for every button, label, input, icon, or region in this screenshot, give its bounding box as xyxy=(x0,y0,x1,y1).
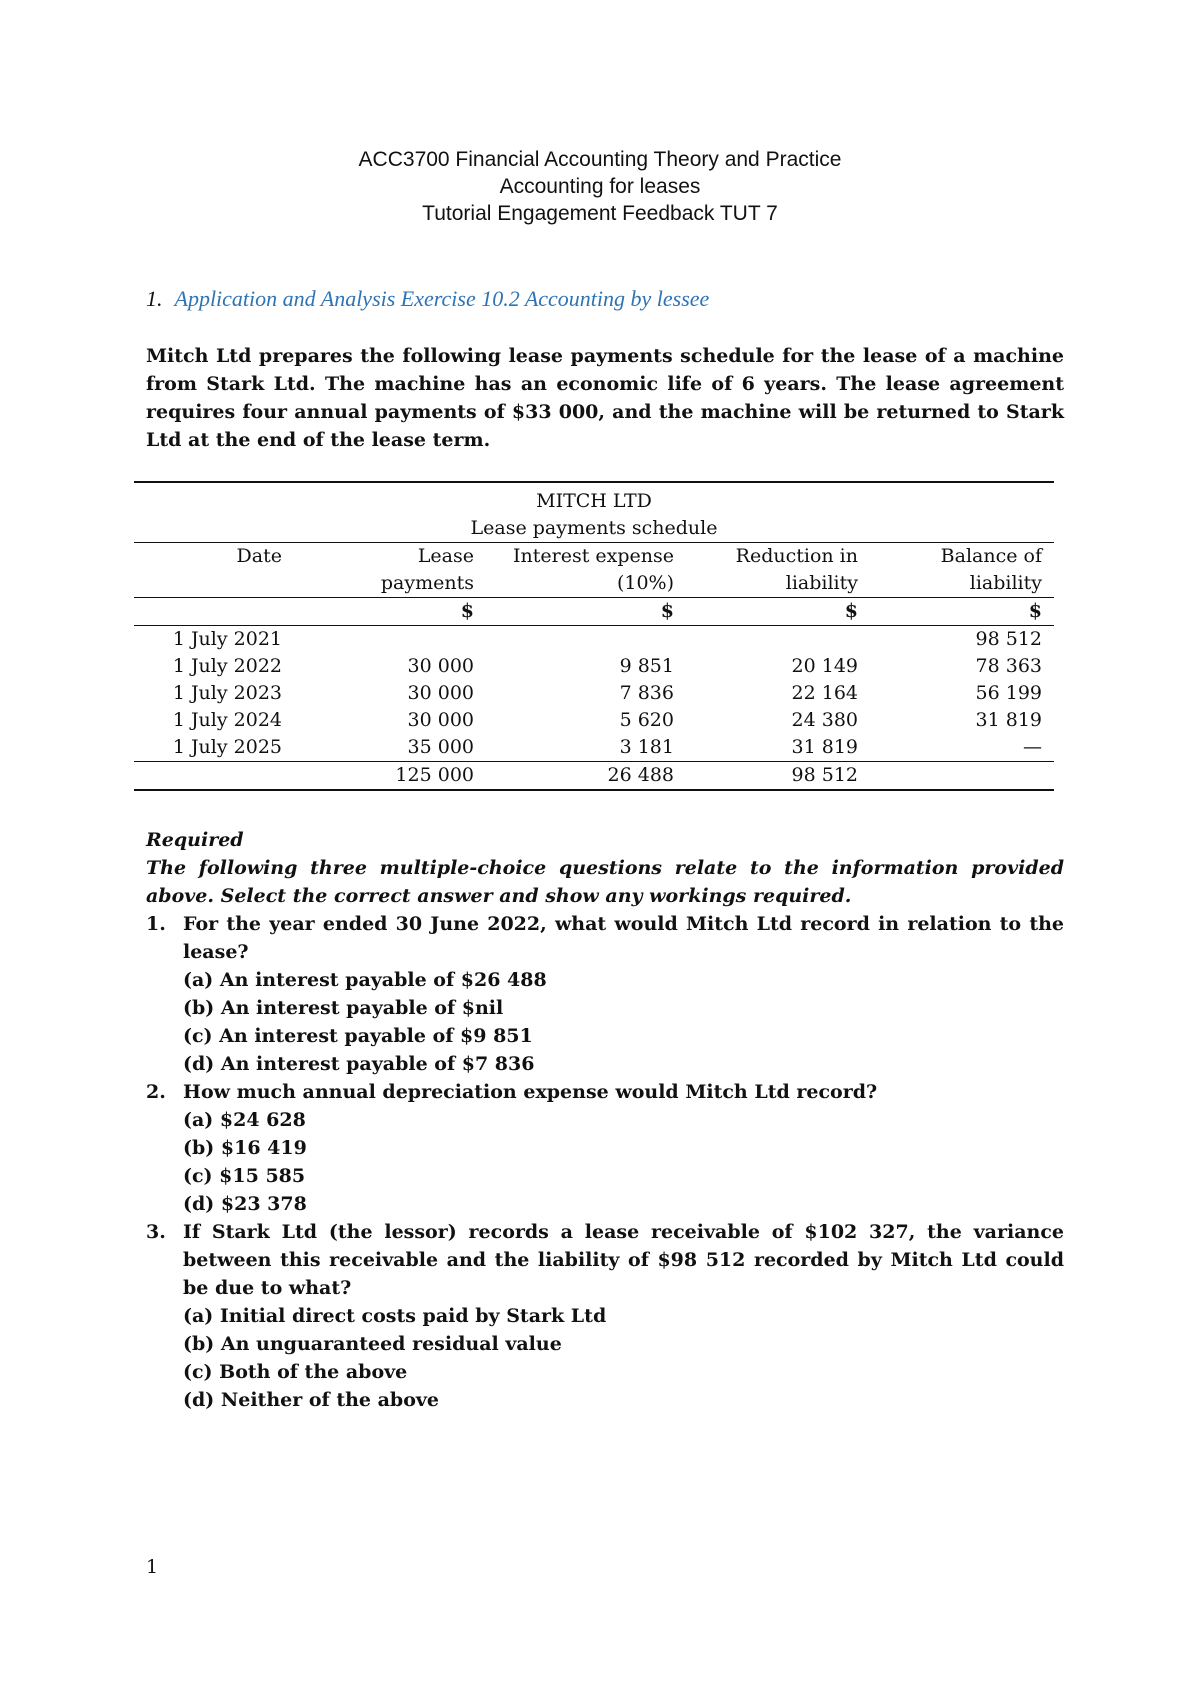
col-header-date: Date xyxy=(236,545,282,567)
mcq-option: (b) An interest payable of $nil xyxy=(183,997,504,1019)
cell-reduction xyxy=(686,626,870,653)
col-header-interest: Interest expense xyxy=(513,545,674,567)
table-row xyxy=(134,707,1054,734)
col-header-balance: Balance of xyxy=(940,545,1042,567)
table-row xyxy=(134,680,1054,707)
cell-interest xyxy=(486,626,686,653)
cell-date: 1 July 2023 xyxy=(172,682,282,704)
units-lease: $ xyxy=(460,600,474,622)
cell-reduction: 22 164 xyxy=(791,682,858,704)
question-heading xyxy=(146,286,709,312)
question-title: Application and Analysis Exercise 10.2 Accounting by lessee xyxy=(174,286,710,311)
col-header-balance-2: liability xyxy=(969,572,1042,594)
table-row xyxy=(134,626,1054,653)
total-interest: 26 488 xyxy=(607,764,674,786)
mcq-number: 3. xyxy=(146,1221,166,1243)
cell-reduction: 24 380 xyxy=(791,709,858,731)
units-reduction: $ xyxy=(844,600,858,622)
cell-date: 1 July 2022 xyxy=(172,655,282,677)
table-row xyxy=(134,653,1054,680)
mcq-item xyxy=(146,1218,1064,1414)
cell-balance: 31 819 xyxy=(975,709,1042,731)
mcq-question: If Stark Ltd (the lessor) records a lease receivable of $102 327, the variance between this receivable and the liability of $98 512 recorded by Mitch Ltd could be due to what? xyxy=(183,1221,1064,1299)
cell-lease: 30 000 xyxy=(407,655,474,677)
mcq-question: For the year ended 30 June 2022, what would Mitch Ltd record in relation to the lease? xyxy=(183,913,1064,963)
cell-reduction: 31 819 xyxy=(791,736,858,758)
mcq-option: (d) An interest payable of $7 836 xyxy=(183,1053,535,1075)
col-header-reduction: Reduction in xyxy=(735,545,858,567)
schedule-title: Lease payments schedule xyxy=(470,517,718,539)
units-balance: $ xyxy=(1028,600,1042,622)
mcq-option: (b) An unguaranteed residual value xyxy=(183,1333,562,1355)
cell-lease: 30 000 xyxy=(407,709,474,731)
document-header xyxy=(0,146,1200,227)
tutorial-title: Tutorial Engagement Feedback TUT 7 xyxy=(422,202,778,225)
cell-date: 1 July 2025 xyxy=(172,736,282,758)
question-intro: Mitch Ltd prepares the following lease payments schedule for the lease of a machine from Stark Ltd. The machine has an economic life of 6 years. The lease agreement requires four annual payments of $33 000, and the machine will be returned to Stark Ltd at the end of the lease term. xyxy=(146,345,1064,451)
total-lease: 125 000 xyxy=(395,764,474,786)
mcq-item xyxy=(146,910,1064,1078)
required-text: The following three multiple-choice questions relate to the information provided above. Select the correct answer and show any workings required. xyxy=(146,857,1064,907)
mcq-option: (b) $16 419 xyxy=(183,1137,307,1159)
cell-lease: 35 000 xyxy=(407,736,474,758)
cell-date: 1 July 2021 xyxy=(172,628,282,650)
topic-title: Accounting for leases xyxy=(499,175,701,198)
table-totals-row xyxy=(134,762,1054,789)
course-title: ACC3700 Financial Accounting Theory and Practice xyxy=(358,148,842,171)
cell-interest: 9 851 xyxy=(619,655,674,677)
question-number: 1. xyxy=(146,286,163,311)
units-interest: $ xyxy=(660,600,674,622)
units-date xyxy=(134,598,294,625)
total-reduction: 98 512 xyxy=(791,764,858,786)
cell-balance: 98 512 xyxy=(975,628,1042,650)
col-header-lease-2: payments xyxy=(380,572,474,594)
cell-balance: 56 199 xyxy=(975,682,1042,704)
cell-balance: 78 363 xyxy=(975,655,1042,677)
cell-reduction: 20 149 xyxy=(791,655,858,677)
required-section xyxy=(146,826,1064,910)
mcq-option: (a) An interest payable of $26 488 xyxy=(183,969,547,991)
mcq-option: (a) Initial direct costs paid by Stark Ltd xyxy=(183,1305,607,1327)
cell-interest: 7 836 xyxy=(619,682,674,704)
col-header-interest-2: (10%) xyxy=(616,572,674,594)
lease-schedule-table xyxy=(134,481,1054,791)
table-header-row-2 xyxy=(134,570,1054,597)
cell-balance: — xyxy=(1023,736,1042,758)
mcq-option: (a) $24 628 xyxy=(183,1109,306,1131)
mcq-option: (c) $15 585 xyxy=(183,1165,306,1187)
mcq-list xyxy=(146,910,1064,1414)
col-header-reduction-2: liability xyxy=(785,572,858,594)
mcq-question: How much annual depreciation expense would Mitch Ltd record? xyxy=(183,1081,878,1103)
table-units-row xyxy=(134,598,1054,625)
col-header-lease: Lease xyxy=(417,545,474,567)
mcq-item xyxy=(146,1078,1064,1218)
page-number: 1 xyxy=(146,1556,159,1578)
table-header-row-1 xyxy=(134,543,1054,570)
col-header-date-2 xyxy=(134,570,294,597)
total-balance xyxy=(870,762,1054,789)
cell-lease: 30 000 xyxy=(407,682,474,704)
mcq-number: 2. xyxy=(146,1081,166,1103)
cell-interest: 5 620 xyxy=(619,709,674,731)
cell-lease xyxy=(294,626,486,653)
table-bottom-rule xyxy=(134,789,1054,791)
table-row xyxy=(134,734,1054,761)
mcq-option: (c) An interest payable of $9 851 xyxy=(183,1025,533,1047)
required-heading: Required xyxy=(146,829,244,851)
mcq-option: (d) $23 378 xyxy=(183,1193,307,1215)
total-date xyxy=(134,762,294,789)
mcq-option: (c) Both of the above xyxy=(183,1361,408,1383)
cell-date: 1 July 2024 xyxy=(172,709,282,731)
mcq-number: 1. xyxy=(146,913,166,935)
mcq-option: (d) Neither of the above xyxy=(183,1389,440,1411)
cell-interest: 3 181 xyxy=(619,736,674,758)
schedule-company: MITCH LTD xyxy=(536,490,652,512)
